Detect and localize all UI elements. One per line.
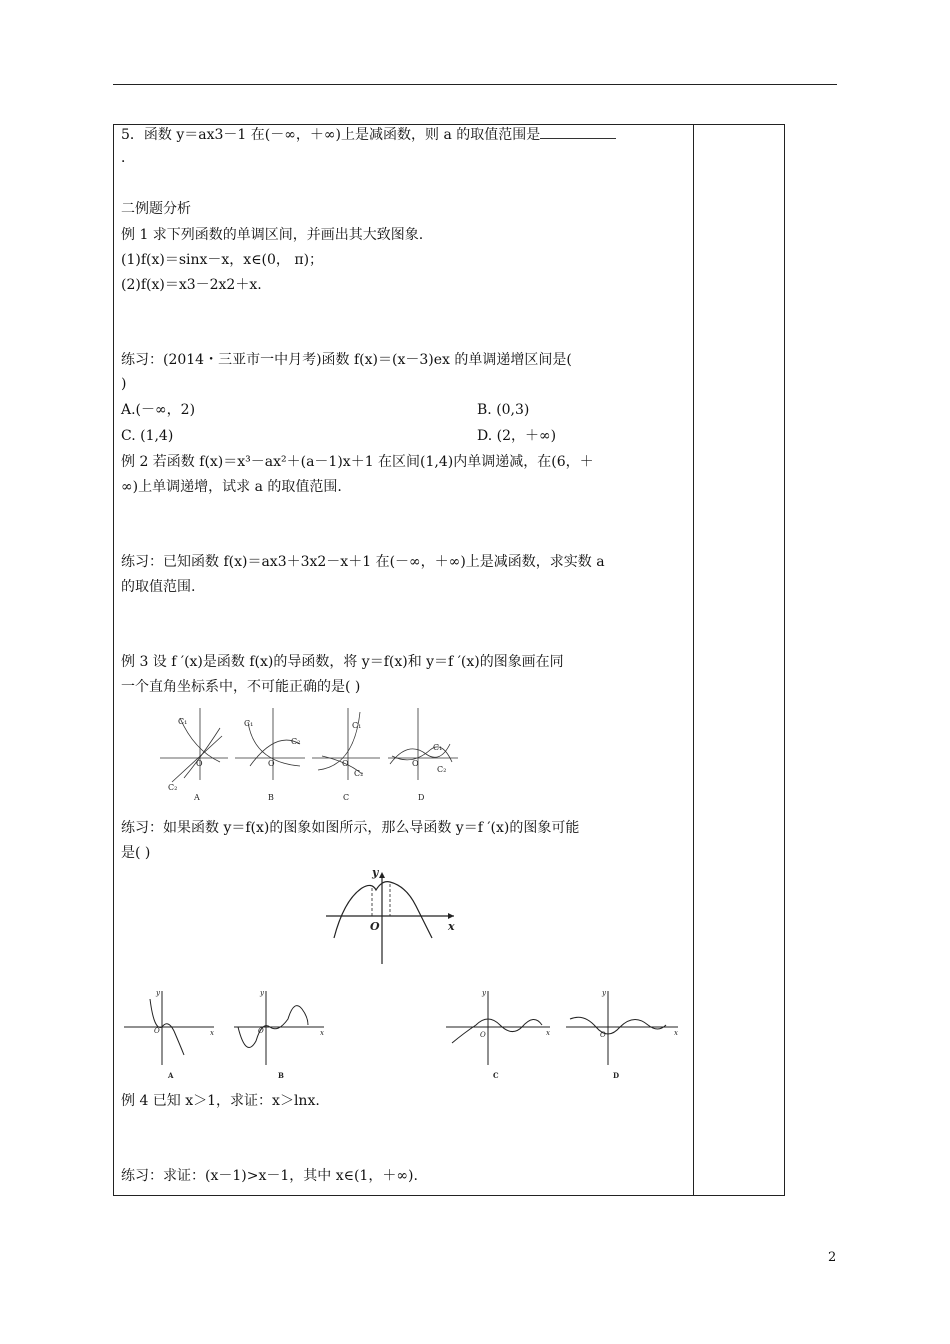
question-5-text: 5．函数 y＝ax3－1 在(－∞，＋∞)上是减函数，则 a 的取值范围是 <box>121 127 541 143</box>
option-label: B <box>268 793 274 802</box>
y-axis-label: y <box>156 989 160 997</box>
x-axis-arrow <box>448 913 454 919</box>
option-d: D. (2，＋∞) <box>477 428 557 444</box>
option-label: B <box>278 1071 284 1080</box>
y-axis-label: y <box>260 989 264 997</box>
curve-label: C₂ <box>437 765 447 774</box>
practice-4: 练习：求证：(x－1)>x－1，其中 x∈(1，＋∞). <box>121 1168 418 1184</box>
curve-label: C₁ <box>433 743 443 752</box>
option-b: B. (0,3) <box>477 402 530 418</box>
y-axis-label: y <box>372 866 379 879</box>
origin-label: O <box>370 920 380 933</box>
function-graph <box>320 860 465 968</box>
origin-label: O <box>342 759 349 768</box>
practice-1-bracket: ) <box>121 376 127 392</box>
y-axis-label: y <box>482 989 486 997</box>
curve-label: C₁ <box>352 721 362 730</box>
curve-label: C₂ <box>354 769 364 778</box>
example-2-line-2: ∞)上单调递增，试求 a 的取值范围. <box>121 479 342 495</box>
example-1-part-1: (1)f(x)＝sinx－x，x∈(0， π)； <box>121 252 324 268</box>
origin-label: O <box>196 759 203 768</box>
curve-label: C₁ <box>244 719 254 728</box>
option-label: A <box>194 793 200 802</box>
example-1-part-2: (2)f(x)＝x3－2x2＋x. <box>121 277 262 293</box>
origin-label: O <box>258 1027 264 1035</box>
option-a: A.(－∞，2) <box>121 402 196 418</box>
practice-3-line-1: 练习：如果函数 y＝f(x)的图象如图所示，那么导函数 y＝f ′(x)的图象可能 <box>121 820 580 836</box>
origin-label: O <box>600 1031 606 1039</box>
y-axis-label: y <box>602 989 606 997</box>
x-axis-label: x <box>674 1029 678 1037</box>
x-axis-label: x <box>320 1029 324 1037</box>
curve-label: C₂ <box>168 783 178 792</box>
practice-2-line-2: 的取值范围. <box>121 579 196 595</box>
option-c: C. (1,4) <box>121 428 174 444</box>
origin-label: O <box>154 1027 160 1035</box>
x-axis-label: x <box>546 1029 550 1037</box>
question-5-tail: ． <box>121 150 135 166</box>
page-number: 2 <box>828 1250 837 1265</box>
example-4: 例 4 已知 x＞1，求证：x＞lnx. <box>121 1093 320 1109</box>
origin-label: O <box>480 1031 486 1039</box>
practice-1-options-row-2 <box>121 426 681 446</box>
example-3-line-2: 一个直角坐标系中，不可能正确的是( ) <box>121 679 361 695</box>
section-heading: 二例题分析 <box>121 201 191 217</box>
option-label: C <box>493 1071 499 1080</box>
practice-1-options-row-1 <box>121 400 681 420</box>
option-label: D <box>613 1071 620 1080</box>
origin-label: O <box>268 759 275 768</box>
x-axis-label: x <box>210 1029 214 1037</box>
x-axis-label: x <box>448 920 455 933</box>
example-1-title: 例 1 求下列函数的单调区间，并画出其大致图象. <box>121 227 424 243</box>
curve-label: C₂ <box>291 737 301 746</box>
y-axis-arrow <box>379 872 385 878</box>
curve-label: C₁ <box>178 717 188 726</box>
option-label: D <box>418 793 425 802</box>
origin-label: O <box>412 759 419 768</box>
derivative-options-figure <box>118 985 688 1085</box>
example-3-figure <box>150 700 470 804</box>
practice-1-question: 练习：(2014・三亚市一中月考)函数 f(x)＝(x－3)ex 的单调递增区间是( <box>121 352 572 368</box>
table-column-divider <box>693 124 694 1195</box>
question-5 <box>121 125 616 145</box>
answer-blank <box>540 126 616 139</box>
example-3-line-1: 例 3 设 f ′(x)是函数 f(x)的导函数，将 y＝f(x)和 y＝f ′(x)的图象画在同 <box>121 654 564 670</box>
option-label: C <box>343 793 350 802</box>
option-label: A <box>168 1071 174 1080</box>
example-2-line-1: 例 2 若函数 f(x)＝x³－ax²＋(a－1)x＋1 在区间(1,4)内单调递减，在(6，＋ <box>121 454 594 470</box>
practice-2-line-1: 练习：已知函数 f(x)＝ax3＋3x2－x＋1 在(－∞，＋∞)上是减函数，求实数 a <box>121 554 605 570</box>
practice-3-line-2: 是( ) <box>121 845 151 861</box>
header-rule <box>113 84 837 85</box>
